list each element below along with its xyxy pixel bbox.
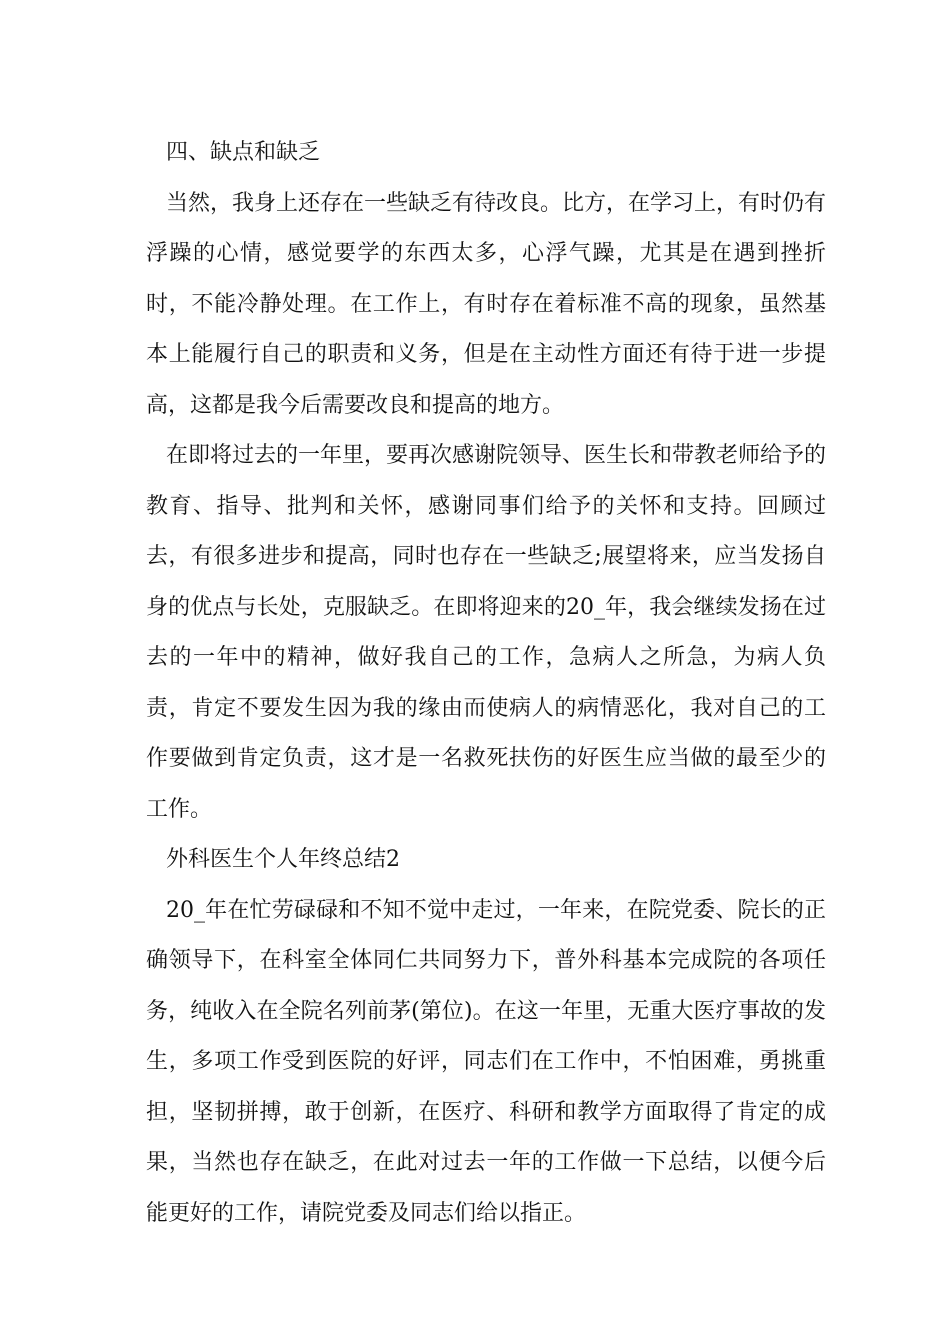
document-body [146,128,826,1239]
section-heading: 四、缺点和缺乏 [166,140,321,165]
paragraph-thanks-outlook: 在即将过去的一年里，要再次感谢院领导、医生长和带教老师给予的教育、指导、批判和关怀，感谢同事们给予的关怀和支持。回顾过去，有很多进步和提高，同时也存在一些缺乏;展望将来，应当发扬自身的优点与长处，克服缺乏。在即将迎来的20_年，我会继续发扬在过去的一年中的精神，做好我自己的工作，急病人之所急，为病人负责，肯定不要发生因为我的缘由而使病人的病情恶化，我对自己的工作要做到肯定负责，这才是一名救死扶伤的好医生应当做的最至少的工作。 [146,443,827,822]
paragraph-shortcomings: 当然，我身上还存在一些缺乏有待改良。比方，在学习上，有时仍有浮躁的心情，感觉要学的东西太多，心浮气躁，尤其是在遇到挫折时，不能冷静处理。在工作上，有时存在着标准不高的现象，虽然基本上能履行自己的职责和义务，但是在主动性方面还有待于进一步提高，这都是我今后需要改良和提高的地方。 [146,190,827,418]
paragraph-year-review: 20_年在忙劳碌碌和不知不觉中走过，一年来，在院党委、院长的正确领导下，在科室全体同仁共同努力下，普外科基本完成院的各项任务，纯收入在全院名列前茅(第位)。在这一年里，无重大医疗事故的发生，多项工作受到医院的好评，同志们在工作中，不怕困难，勇挑重担，坚韧拼搏，敢于创新，在医疗、科研和教学方面取得了肯定的成果，当然也存在缺乏，在此对过去一年的工作做一下总结，以便今后能更好的工作，请院党委及同志们给以指正。 [146,897,826,1226]
summary-title-2: 外科医生个人年终总结2 [166,847,400,872]
